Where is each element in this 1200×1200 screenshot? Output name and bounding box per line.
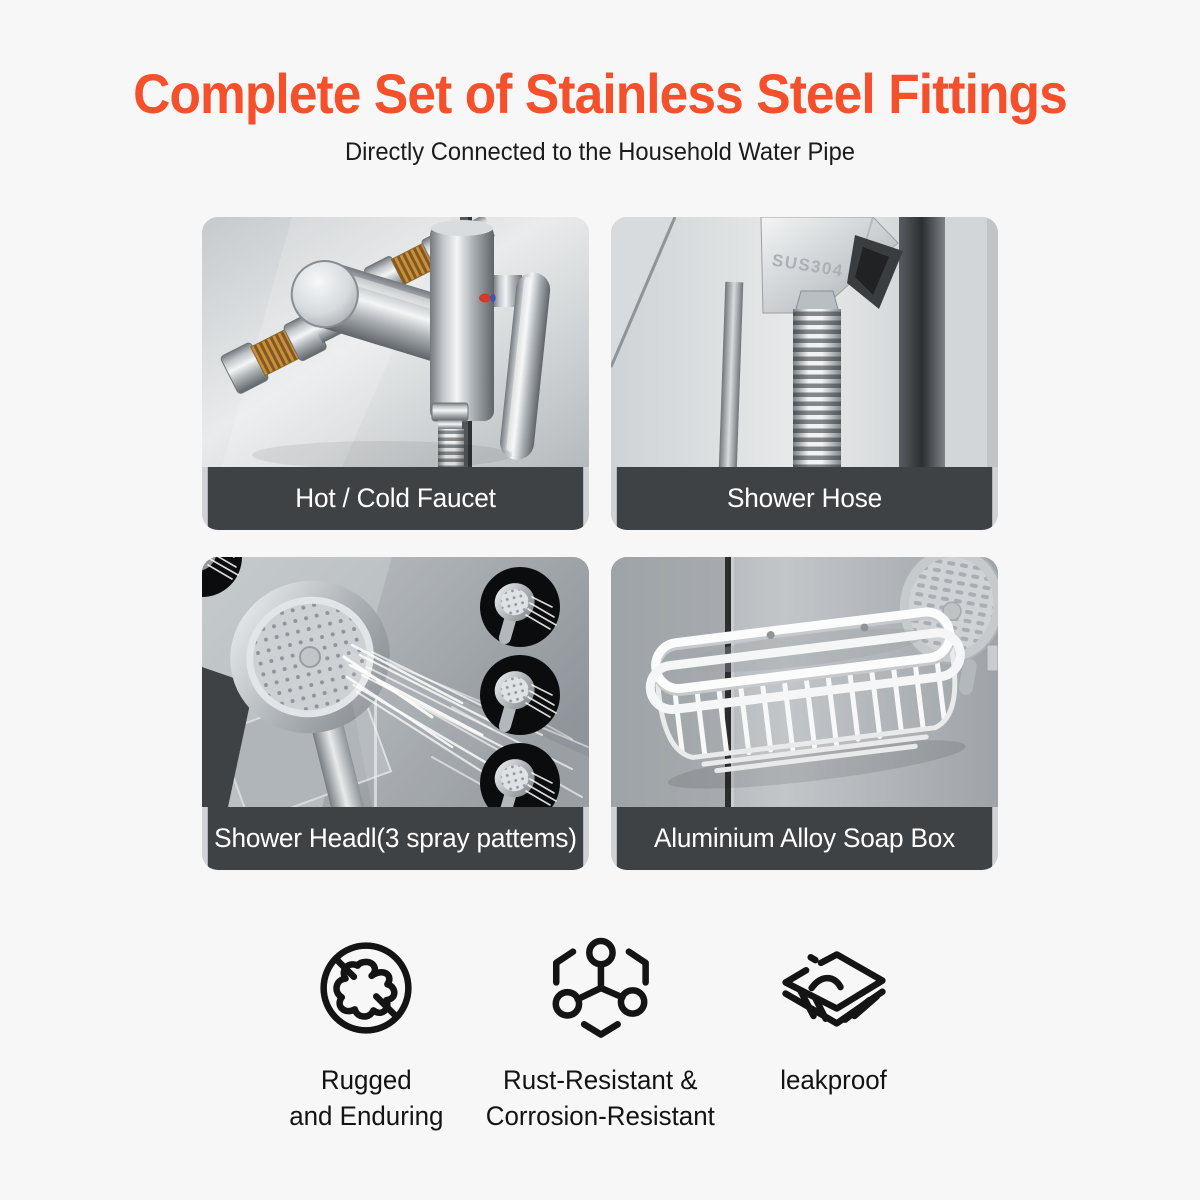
- tile-caption: Hot / Cold Faucet: [208, 467, 583, 530]
- product-tiles-grid: [202, 217, 998, 870]
- tile-soap-box: [611, 557, 998, 870]
- no-bacteria-icon: [312, 934, 420, 1042]
- feature-rust-resistant: [483, 934, 717, 1134]
- soap-box-image: [611, 557, 998, 807]
- cold-indicator-dot: [490, 294, 495, 302]
- hot-indicator-dot: [479, 294, 491, 303]
- tile-shower-hose: [611, 217, 998, 530]
- shower-hose-image: [611, 217, 998, 467]
- feature-label: leakproof: [780, 1065, 888, 1095]
- feature-label: Rugged and Enduring: [288, 1065, 444, 1131]
- feature-label: Rust-Resistant & Corrosion-Resistant: [485, 1065, 715, 1131]
- feature-rugged: [249, 934, 483, 1134]
- tile-shower-head: [202, 557, 589, 870]
- tile-caption: Aluminium Alloy Soap Box: [617, 807, 992, 870]
- tile-hot-cold-faucet: [202, 217, 589, 530]
- leakproof-layers-icon: [780, 934, 888, 1042]
- corrugated-hose: [793, 291, 841, 467]
- page-subtitle: Directly Connected to the Household Water Pipe: [344, 138, 856, 166]
- header: [0, 0, 1200, 167]
- hot-cold-faucet-image: [202, 217, 589, 467]
- feature-row: [249, 934, 951, 1134]
- tile-caption: Shower Headl(3 spray pattems): [208, 807, 583, 870]
- tile-caption: Shower Hose: [617, 467, 992, 530]
- shower-head-image: [202, 557, 589, 807]
- feature-leakproof: [717, 934, 951, 1134]
- sus304-engraving: SUS304: [770, 250, 846, 281]
- molecule-icon: [546, 934, 654, 1042]
- page-title: Complete Set of Stainless Steel Fittings: [133, 62, 1067, 125]
